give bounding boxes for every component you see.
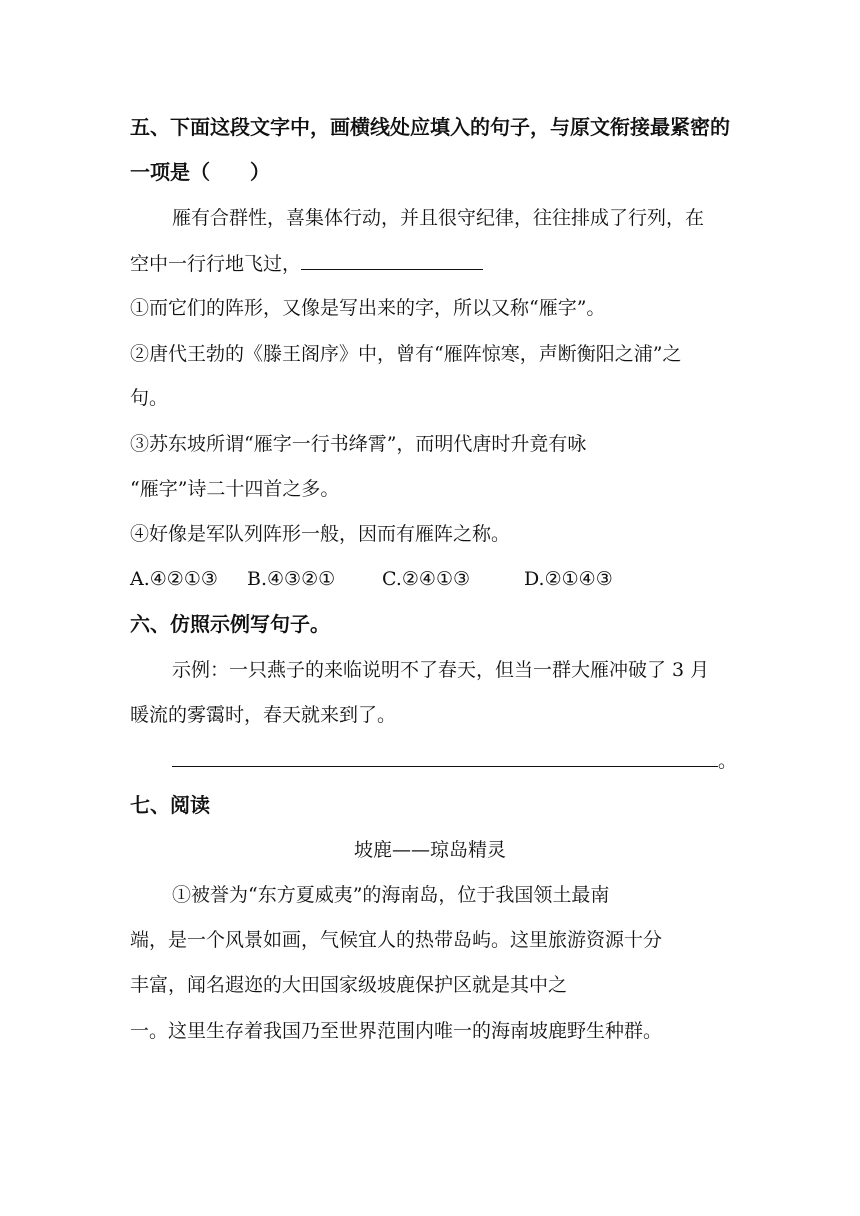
- section5-heading-line1: 五、下面这段文字中，画横线处应填入的句子，与原文衔接最紧密的: [130, 115, 730, 139]
- passage-line2-text: 空中一行行地飞过，: [130, 253, 302, 275]
- section5-heading-line2: 一项是（ ）: [130, 160, 270, 184]
- option-d: D.②①④③: [524, 568, 613, 590]
- option-c: C.②④①③: [382, 568, 471, 590]
- reading-para1-line4: 一。这里生存着我国乃至世界范围内唯一的海南坡鹿野生种群。: [130, 1020, 663, 1042]
- section7-heading: 七、阅读: [130, 793, 210, 817]
- fill-in-blank: [301, 251, 483, 270]
- answer-options: [130, 567, 613, 591]
- reading-para1-line1: ①被誉为“东方夏威夷”的海南岛，位于我国领土最南: [172, 884, 610, 906]
- section6-answer-line: [172, 748, 737, 773]
- reading-para1-line2: 端，是一个风景如画，气候宜人的热带岛屿。这里旅游资源十分: [130, 929, 663, 951]
- option-b: B.④③②①: [247, 568, 336, 590]
- sentence-item-4: ④好像是军队列阵形一般，因而有雁阵之称。: [130, 523, 511, 545]
- reading-para1-line3: 丰富，闻名遐迩的大田国家级坡鹿保护区就是其中之: [130, 974, 568, 996]
- reading-title: 坡鹿——琼岛精灵: [353, 839, 506, 861]
- sentence-item-1: ①而它们的阵形，又像是写出来的字，所以又称“雁字”。: [130, 297, 606, 319]
- section6-heading: 六、仿照示例写句子。: [130, 612, 330, 636]
- sentence-item-2-line1: ②唐代王勃的《滕王阁序》中，曾有“雁阵惊寒，声断衡阳之浦”之: [130, 343, 682, 365]
- section6-example-line1: 示例：一只燕子的来临说明不了春天，但当一群大雁冲破了 3 月: [172, 659, 710, 681]
- section6-example-line2: 暖流的雾霭时，春天就来到了。: [130, 704, 397, 726]
- answer-line-end: 。: [718, 750, 738, 772]
- option-a: A.④②①③: [130, 568, 218, 590]
- sentence-item-3-line1: ③苏东坡所谓“雁字一行书绛霄”，而明代唐时升竟有咏: [130, 433, 587, 455]
- sentence-item-3-line2: “雁字”诗二十四首之多。: [130, 478, 340, 500]
- answer-blank: [172, 748, 718, 767]
- section5-passage-line2: [130, 251, 483, 276]
- section5-passage-line1: 雁有合群性，喜集体行动，并且很守纪律，往往排成了行列，在: [172, 207, 705, 229]
- sentence-item-2-line2: 句。: [130, 387, 169, 409]
